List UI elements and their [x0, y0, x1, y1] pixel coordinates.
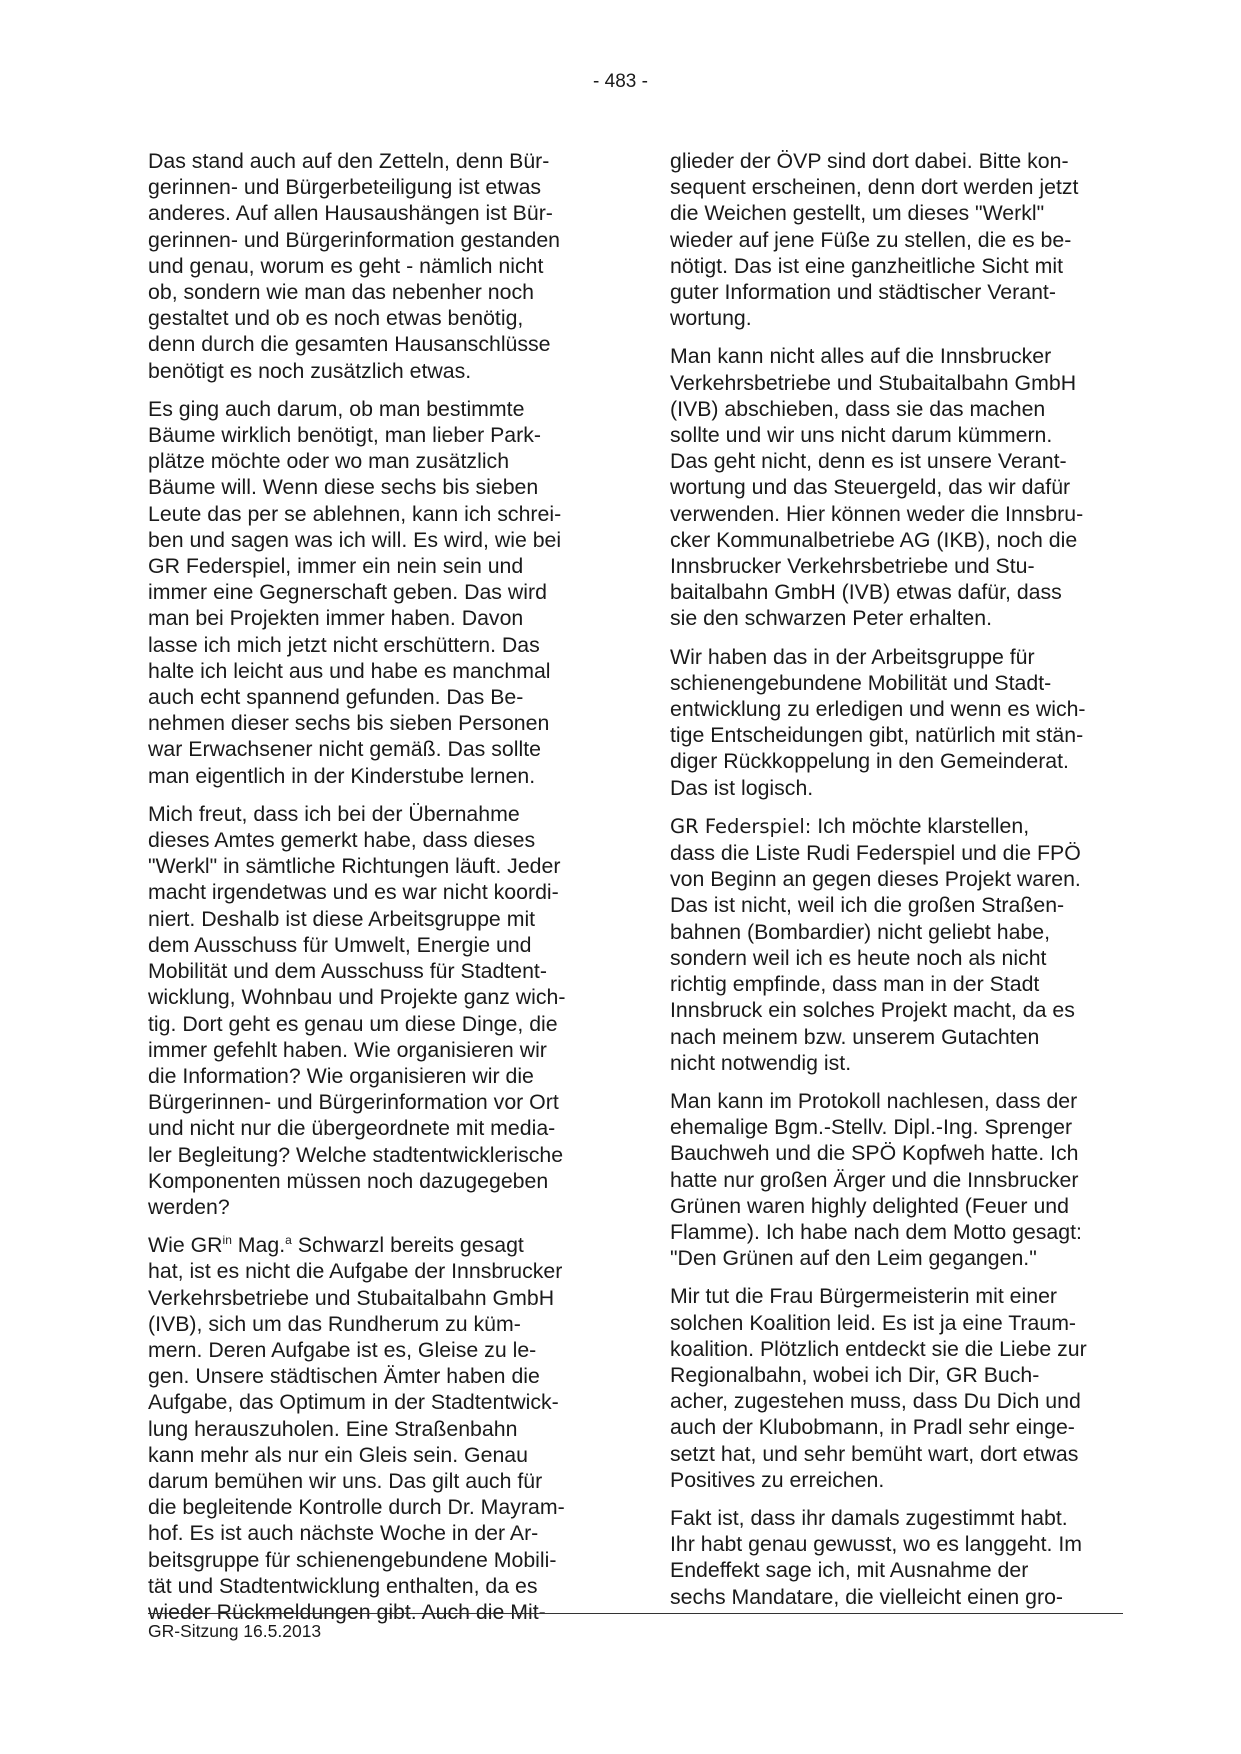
superscript: in [222, 1233, 232, 1248]
paragraph: Es ging auch darum, ob man bestimmte Bäume wirklich benötigt, man lieber Park- plätze möchte oder wo man zusätzlich Bäume will. Wenn diese sechs bis sieben Leute das per se ablehnen, kann ich schrei- ben und sagen was ich will. Es wird, wie bei GR Federspiel, immer ein nein sein und immer eine Gegnerschaft geben. Das wird man bei Projekten immer haben. Davon lasse ich mich jetzt nicht erschüttern. Das halte ich leicht aus und habe es manchmal auch echt spannend gefunden. Das Be- nehmen dieser sechs bis sieben Personen war Erwachsener nicht gemäß. Das sollte man eigentlich in der Kinderstube lernen. [148, 396, 562, 788]
footer-divider [148, 1613, 1123, 1614]
left-column [148, 148, 618, 1637]
paragraph: Man kann im Protokoll nachlesen, dass der ehemalige Bgm.-Stellv. Dipl.-Ing. Sprenger Bauchweh und die SPÖ Kopfweh hatte. Ich hatte nur großen Ärger und die Innsbrucker Grünen waren highly delighted (Feuer und Flamme). Ich habe nach dem Motto gesagt: "Den Grünen auf den Leim gegangen." [670, 1088, 1082, 1271]
paragraph: Wir haben das in der Arbeitsgruppe für schienengebundene Mobilität und Stadt- entwicklung zu erledigen und wenn es wich- tige Entscheidungen gibt, natürlich mit stän- diger Rückkoppelung in den Gemeinderat. Das ist logisch. [670, 644, 1086, 800]
paragraph: Mir tut die Frau Bürgermeisterin mit einer solchen Koalition leid. Es ist ja eine Traum- koalition. Plötzlich entdeckt sie die Liebe zur Regionalbahn, wobei ich Dir, GR Buch- acher, zugestehen muss, dass Du Dich und auch der Klubobmann, in Pradl sehr einge- setzt hat, und sehr bemüht wart, dort etwas Positives zu erreichen. [670, 1284, 1087, 1492]
paragraph [148, 1232, 618, 1625]
footer-session-date: GR-Sitzung 16.5.2013 [148, 1621, 322, 1641]
paragraph: glieder der ÖVP sind dort dabei. Bitte kon- sequent erscheinen, denn dort werden jetzt die Weichen gestellt, um dieses "Werkl" wieder auf jene Füße zu stellen, die es be- nötigt. Das ist eine ganzheitliche Sicht mit guter Information und städtischer Verant- wortung. [670, 149, 1079, 331]
right-column [670, 148, 1140, 1622]
paragraph: Man kann nicht alles auf die Innsbrucker Verkehrsbetriebe und Stubaitalbahn GmbH (IVB) abschieben, dass sie das machen sollte und wir uns nicht darum kümmern. Das geht nicht, denn es ist unsere Verant- wortung und das Steuergeld, das wir dafür verwenden. Hier können weder die Innsbru- cker Kommunalbetriebe AG (IKB), noch die Innsbrucker Verkehrsbetriebe und Stu- baitalbahn GmbH (IVB) etwas dafür, dass sie den schwarzen Peter erhalten. [670, 344, 1084, 631]
paragraph-text: Mag. [231, 1233, 286, 1258]
speaker-label: GR Federspiel: [670, 814, 812, 838]
paragraph: Fakt ist, dass ihr damals zugestimmt habt. Ihr habt genau gewusst, wo es langgeht. Im Endeffekt sage ich, mit Ausnahme der sechs Mandatare, die vielleicht einen gro- [670, 1505, 1082, 1609]
superscript: a [285, 1233, 292, 1248]
paragraph [670, 813, 1140, 1076]
paragraph: Das stand auch auf den Zetteln, denn Bür- gerinnen- und Bürgerbeteiligung ist etwas anderes. Auf allen Hausaushängen ist Bür- gerinnen- und Bürgerinformation gestanden und genau, worum es geht - nämlich nicht ob, sondern wie man das nebenher noch gestaltet und ob es noch etwas benötig, denn durch die gesamten Hausanschlüsse benötigt es noch zusätzlich etwas. [148, 149, 561, 383]
page-number: - 483 - [593, 71, 648, 92]
paragraph-text: Schwarzl bereits gesagt hat, ist es nicht die Aufgabe der Innsbrucker Verkehrsbetriebe und Stubaitalbahn GmbH (IVB), sich um das Rundherum zu küm- mern. Deren Aufgabe ist es, Gleise zu le- gen. Unsere städtischen Ämter haben die Aufgabe, das Optimum in der Stadtentwick- lung herauszuholen. Eine Straßenbahn kann mehr als nur ein Gleis sein. Genau darum bemühen wir uns. Das gilt auch für die begleitende Kontrolle durch Dr. Mayram- hof. Es ist auch nächste Woche in der Ar- beitsgruppe für schienengebundene Mobili- tät und Stadtentwicklung enthalten, da es wieder Rückmeldungen gibt. Auch die Mit- [148, 1233, 565, 1624]
paragraph-text: Ich möchte klarstellen, dass die Liste Rudi Federspiel und die FPÖ von Beginn an gegen dieses Projekt waren. Das ist nicht, weil ich die großen Straßen- bahnen (Bombardier) nicht geliebt habe, sondern weil ich es heute noch als nicht richtig empfinde, dass man in der Stadt Innsbruck ein solches Projekt macht, da es nach meinem bzw. unserem Gutachten nicht notwendig ist. [670, 813, 1081, 1075]
paragraph-text: Wie GR [148, 1233, 223, 1258]
paragraph: Mich freut, dass ich bei der Übernahme dieses Amtes gemerkt habe, dass dieses "Werkl" in sämtliche Richtungen läuft. Jeder macht irgendetwas und es war nicht koordi- niert. Deshalb ist diese Arbeitsgruppe mit dem Ausschuss für Umwelt, Energie und Mobilität und dem Ausschuss für Stadtent- wicklung, Wohnbau und Projekte ganz wich- tig. Dort geht es genau um diese Dinge, die immer gefehlt haben. Wie organisieren wir die Information? Wie organisieren wir die Bürgerinnen- und Bürgerinformation vor Ort und nicht nur die übergeordnete mit media- ler Begleitung? Welche stadtentwicklerische Komponenten müssen noch dazugegeben werden? [148, 801, 566, 1219]
